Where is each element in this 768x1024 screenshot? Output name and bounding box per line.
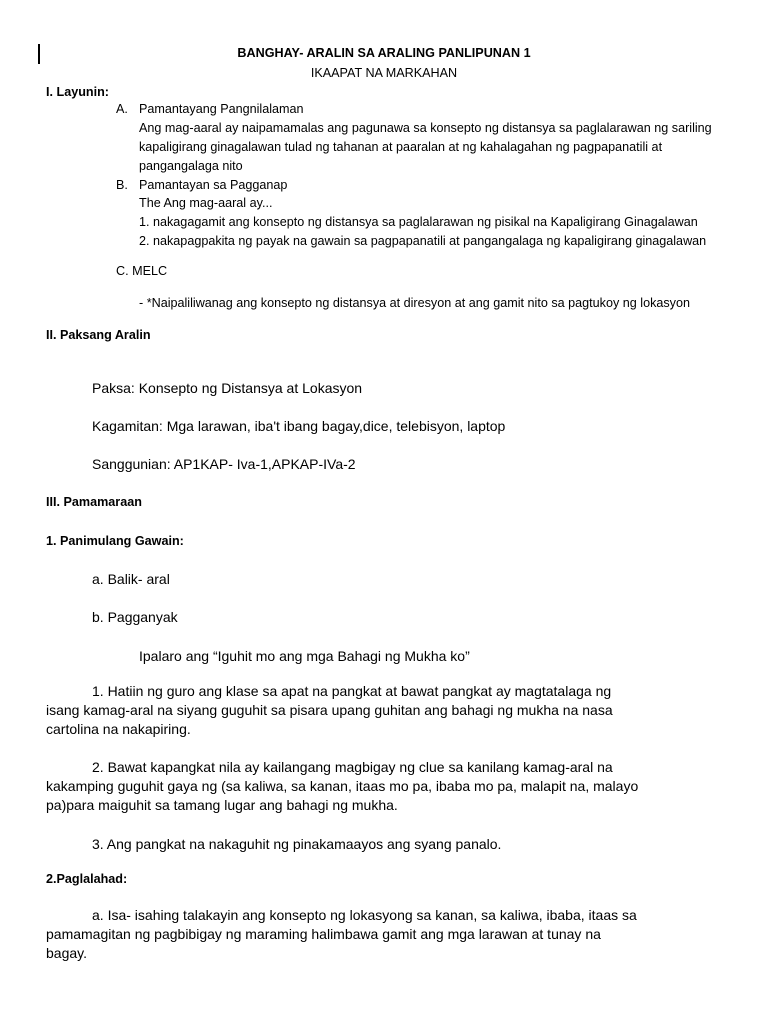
paragraph-line: 2. nakapagpakita ng payak na gawain sa pagpapanatili at pangangalaga ng kapaligirang ginagalawan [139,234,707,248]
document-title: BANGHAY- ARALIN SA ARALING PANLIPUNAN 1 [237,46,531,60]
paragraph-line: 3. Ang pangkat na nakaguhit ng pinakamaayos ang syang panalo. [92,836,502,852]
ipalaro-line: Ipalaro ang “Iguhit mo ang mga Bahagi ng Mukha ko” [139,648,470,664]
section-heading-pamamaraan: III. Pamamaraan [46,495,142,509]
kagamitan-line: Kagamitan: Mga larawan, iba't ibang bagay,dice, telebisyon, laptop [92,418,506,434]
balik-aral-line: a. Balik- aral [92,571,170,587]
paragraph-line: isang kamag-aral na siyang guguhit sa pisara upang guhitan ang bahagi ng mukha na nasa [46,702,613,718]
paragraph-line: pamamagitan ng pagbibigay ng maraming halimbawa gamit ang mga larawan at tunay na [46,926,601,942]
section-heading-layunin: I. Layunin: [46,85,109,99]
paragraph-line: cartolina na nakapiring. [46,721,191,737]
paragraph-line: pa)para maiguhit sa tamang lugar ang bahagi ng mukha. [46,797,398,813]
paragraph-line: bagay. [46,945,87,961]
paragraph-line: 1. nakagagamit ang konsepto ng distansya sa paglalarawan ng pisikal na Kapaligirang Ginagalawan [139,215,698,229]
paragraph-line: 1. Hatiin ng guro ang klase sa apat na pangkat at bawat pangkat ay magtatalaga ng [92,683,612,699]
subheading-pamantayang-pangnilalaman: Pamantayang Pangnilalaman [139,102,304,116]
paragraph-line: kakamping guguhit gaya ng (sa kaliwa, sa kanan, itaas mo pa, ibaba mo pa, malapit na, malayo [46,778,639,794]
paragraph-line: a. Isa- isahing talakayin ang konsepto ng lokasyong sa kanan, sa kaliwa, ibaba, itaas sa [92,907,637,923]
section-heading-paksang-aralin: II. Paksang Aralin [46,328,151,342]
list-marker-b: B. [116,178,128,192]
sanggunian-line: Sanggunian: AP1KAP- Iva-1,APKAP-IVa-2 [92,456,356,472]
paragraph-line: pangangalaga nito [139,159,243,173]
list-marker-a: A. [116,102,128,116]
subheading-paglalahad: 2.Paglalahad: [46,872,128,886]
paragraph-line: 2. Bawat kapangkat nila ay kailangang magbigay ng clue sa kanilang kamag-aral na [92,759,613,775]
subheading-melc: C. MELC [116,264,168,278]
document-subtitle: IKAAPAT NA MARKAHAN [310,66,458,80]
paragraph-line: kapaligirang ginagalawan tulad ng tahanan at paaralan at ng kahalagahan ng pagpapanatili at [139,140,663,154]
paragraph-line: Ang mag-aaral ay naipamamalas ang pagunawa sa konsepto ng distansya sa paglalarawan ng sariling [139,121,712,135]
subheading-pamantayan-sa-pagganap: Pamantayan sa Pagganap [139,178,288,192]
paragraph-line: The Ang mag-aaral ay... [139,196,273,210]
subheading-panimulang-gawain: 1. Panimulang Gawain: [46,534,184,548]
paksa-line: Paksa: Konsepto ng Distansya at Lokasyon [92,380,363,396]
melc-item: - *Naipaliliwanag ang konsepto ng distansya at diresyon at ang gamit nito sa pagtukoy ng lokasyon [139,296,690,310]
pagganyak-line: b. Pagganyak [92,609,178,625]
